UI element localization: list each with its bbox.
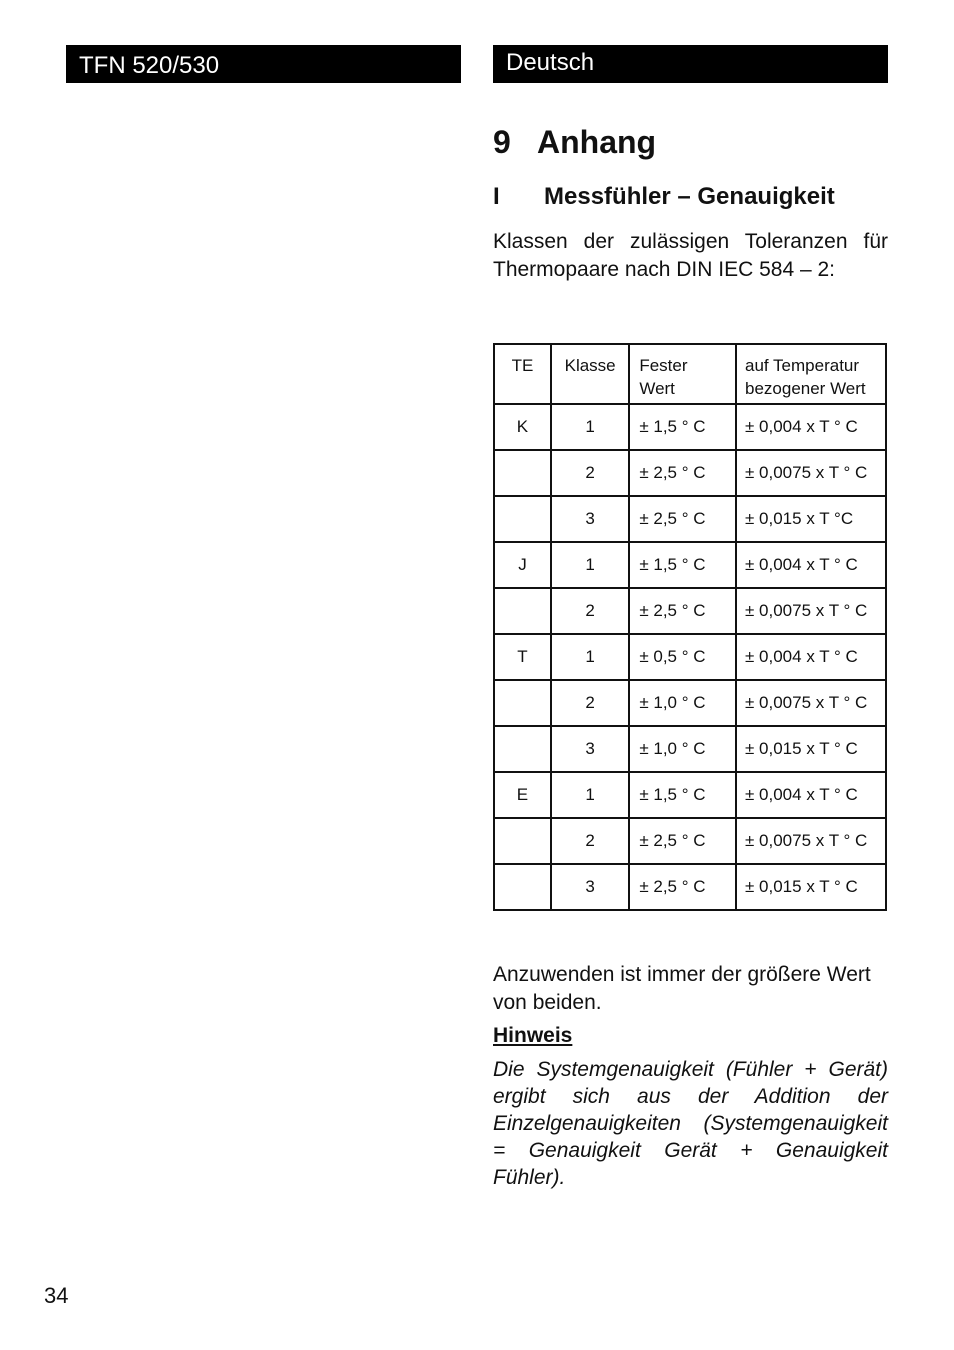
- cell-fester-wert: ± 1,5 ° C: [629, 772, 736, 818]
- cell-te: [494, 588, 551, 634]
- model-label: TFN 520/530: [79, 52, 220, 79]
- cell-temp-wert: ± 0,015 x T ° C: [736, 726, 886, 772]
- chapter-heading: [493, 120, 656, 164]
- cell-fester-wert: ± 1,0 ° C: [629, 726, 736, 772]
- table-row: [494, 634, 886, 680]
- cell-temp-wert: ± 0,004 x T ° C: [736, 772, 886, 818]
- header-temp-wert: [736, 344, 886, 404]
- cell-fester-wert: ± 2,5 ° C: [629, 588, 736, 634]
- header-klasse: Klasse: [551, 344, 629, 404]
- cell-klasse: 1: [551, 634, 629, 680]
- cell-fester-wert: ± 1,5 ° C: [629, 542, 736, 588]
- cell-te: [494, 496, 551, 542]
- cell-fester-wert: ± 2,5 ° C: [629, 496, 736, 542]
- cell-te: [494, 864, 551, 910]
- cell-klasse: 1: [551, 404, 629, 450]
- cell-fester-wert: ± 1,5 ° C: [629, 404, 736, 450]
- header-te: TE: [494, 344, 551, 404]
- cell-temp-wert: ± 0,004 x T ° C: [736, 404, 886, 450]
- language-label: Deutsch: [506, 49, 595, 76]
- cell-fester-wert: ± 2,5 ° C: [629, 864, 736, 910]
- header-left-bar: [66, 45, 461, 83]
- cell-te: [494, 450, 551, 496]
- section-heading: [493, 180, 835, 214]
- cell-klasse: 2: [551, 450, 629, 496]
- table-header-row: [494, 344, 886, 404]
- cell-temp-wert: ± 0,015 x T ° C: [736, 864, 886, 910]
- table-row: [494, 864, 886, 910]
- cell-temp-wert: ± 0,015 x T °C: [736, 496, 886, 542]
- cell-te: E: [494, 772, 551, 818]
- table-row: [494, 496, 886, 542]
- cell-te: K: [494, 404, 551, 450]
- table-row: [494, 680, 886, 726]
- table-row: [494, 588, 886, 634]
- header-temp-wert-text: auf Temperatur bezogener Wert: [745, 356, 866, 398]
- cell-klasse: 3: [551, 864, 629, 910]
- cell-klasse: 2: [551, 680, 629, 726]
- cell-klasse: 2: [551, 818, 629, 864]
- chapter-number: 9: [493, 124, 511, 160]
- intro-text: Klassen der zulässigen Toleranzen für Thermopaare nach DIN IEC 584 – 2:: [493, 230, 888, 281]
- table-row: [494, 772, 886, 818]
- section-number: I: [493, 183, 500, 210]
- cell-fester-wert: ± 2,5 ° C: [629, 818, 736, 864]
- cell-temp-wert: ± 0,004 x T ° C: [736, 542, 886, 588]
- section-title: Messfühler – Genauigkeit: [544, 183, 835, 210]
- table-row: [494, 404, 886, 450]
- cell-te: [494, 726, 551, 772]
- header-fester-wert-text: Fester Wert: [639, 356, 688, 398]
- cell-fester-wert: ± 2,5 ° C: [629, 450, 736, 496]
- chapter-title: Anhang: [537, 124, 657, 160]
- cell-temp-wert: ± 0,004 x T ° C: [736, 634, 886, 680]
- cell-klasse: 3: [551, 726, 629, 772]
- page-number: 34: [44, 1283, 69, 1308]
- cell-fester-wert: ± 0,5 ° C: [629, 634, 736, 680]
- cell-te: [494, 680, 551, 726]
- table-row: [494, 726, 886, 772]
- cell-temp-wert: ± 0,0075 x T ° C: [736, 680, 886, 726]
- cell-klasse: 3: [551, 496, 629, 542]
- table-row: [494, 542, 886, 588]
- table-row: [494, 818, 886, 864]
- cell-klasse: 2: [551, 588, 629, 634]
- cell-te: T: [494, 634, 551, 680]
- cell-fester-wert: ± 1,0 ° C: [629, 680, 736, 726]
- tolerance-table: [493, 343, 887, 911]
- cell-te: J: [494, 542, 551, 588]
- hinweis-title: Hinweis: [493, 1024, 573, 1047]
- cell-te: [494, 818, 551, 864]
- header-right-bar: [493, 45, 888, 83]
- cell-temp-wert: ± 0,0075 x T ° C: [736, 818, 886, 864]
- note-text: Anzuwenden ist immer der größere Wert von beiden.: [493, 963, 871, 1014]
- header-fester-wert: [629, 344, 736, 404]
- hinweis-text: Die Systemgenauigkeit (Fühler + Gerät) ergibt sich aus der Addition der Einzelgenauigkeiten (Systemgenauigkeit = Genauigkeit Gerät + Genauigkeit Fühler).: [493, 1058, 888, 1189]
- table-body: [494, 404, 886, 910]
- table-row: [494, 450, 886, 496]
- cell-klasse: 1: [551, 542, 629, 588]
- cell-temp-wert: ± 0,0075 x T ° C: [736, 450, 886, 496]
- cell-klasse: 1: [551, 772, 629, 818]
- cell-temp-wert: ± 0,0075 x T ° C: [736, 588, 886, 634]
